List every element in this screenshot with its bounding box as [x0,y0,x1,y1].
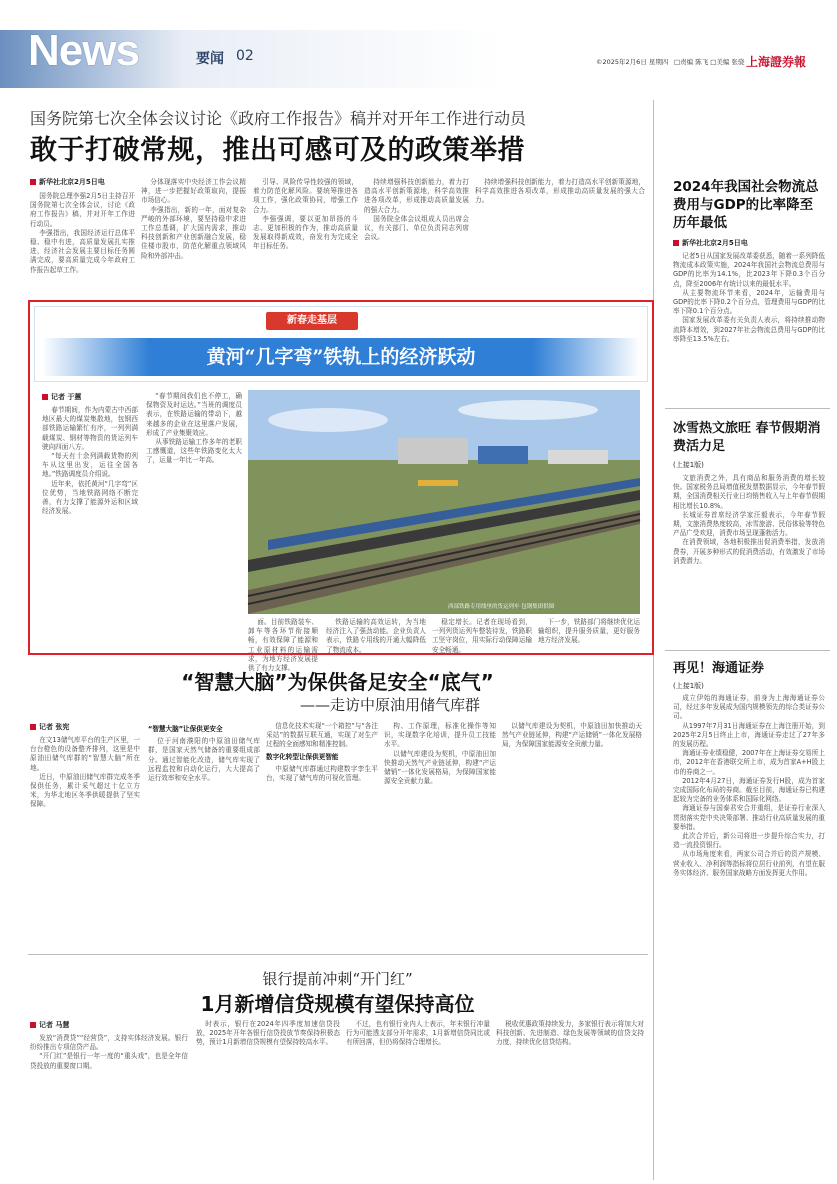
sidebar-paragraph: 2012年4月27日，海通证券发行H股，成为首家完成国际化布局的券商。截至目前，海通证券已构建起较为完备的业务体系和国际化网络。 [673,776,825,804]
grain-paragraph: 信息化技术实现“一个箱控”与“各注采站”的数据互联互通，实现了对生产过程的全面感知和精准控制。 [266,722,378,749]
grain-subhead: ——走访中原油用储气库群 [299,696,480,714]
feature-headline: 黄河“几字弯”铁轨上的经济跃动 [206,346,476,368]
feature-column-4 [326,618,426,654]
feature-paragraph: 下一步，铁路部门将继续优化运输组织，提升服务质量，更好服务地方经济发展。 [538,618,640,645]
feature-byline [42,392,142,402]
grain-column-3 [266,722,378,946]
feature-photo-caption: 西部铁路专用线里的货运列车 包钢集团供图 [448,604,555,610]
grain-paragraph: 位于河南濮阳的中原油田储气库群，是国家天然气储备的重要组成部分。通过智能化改造，储气库实现了远程监控和自动化运行，大大提高了运行效率和安全水平。 [148,737,260,783]
feature-paragraph: 春节期间，作为内蒙古中西部地区最大的煤炭集散地，包钢西部铁路运输繁忙有序，一列列满载煤炭、钢材等物资的货运列车驶向四面八方。 [42,406,138,451]
sidebar-shipping-body [673,694,825,1178]
sidebar-paragraph: 从市场角度来看，两家公司合并后的资产规模、营业收入、净利润等指标将位居行业前列，有望在服务实体经济、服务国家战略方面发挥更大作用。 [673,850,825,877]
grain-column-5 [502,722,642,946]
sidebar-paragraph: 成立伊始的海通证券，前身为上海海通证券公司，经过多年发展成为国内规模领先的综合类证券公司。 [673,694,825,721]
sidebar-logistics-byline [673,238,823,248]
credit-paragraph: 税收优惠政策持续发力，多家银行表示将加大对科技创新、先进制造、绿色发展等领域的信贷支持力度，持续优化信贷结构。 [496,1020,644,1047]
lead-byline-text: 新华社北京2月5日电 [39,178,105,186]
feature-paragraph: 近年来，依托黄河“几字弯”区位优势，当地铁路网络不断完善，有力支撑了能源外运和区域经济发展。 [42,479,138,516]
editor-credits: □责编 陈飞 □美编 张骁 [674,58,745,66]
feature-column-5 [432,618,532,654]
feature-tag-text: 新春走基层 [287,315,337,326]
feature-byline-text: 记者 于蕙 [51,393,82,401]
credit-paragraph: 发放“消费贷”“经营贷”，支持实体经济发展。银行纷纷推出专项信贷产品。 [30,1034,188,1052]
credit-headline: 1月新增信贷规模有望保持高位 [200,992,475,1016]
sidebar-shipping-headline: 再见！海通证券 [673,661,765,676]
byline-marker-icon [673,240,679,246]
byline-marker-icon [42,394,48,400]
section-name: 要闻 [196,51,224,67]
grain-column-1 [30,736,140,946]
feature-photo [248,390,640,614]
grain-paragraph: 以储气库建设为契机，中原油田加快推动天然气产业链延伸，构建“产运储销”一体化发展格局，为保障国家能源安全贡献力量。 [384,749,496,786]
paper-name: 上海證券報 [746,55,807,69]
feature-paragraph: 稳定增长。记者在现场看到，一列列货运列车整装待发，铁路职工坚守岗位，用实际行动保障运输安全畅通。 [432,618,532,654]
sidebar-paragraph: 海通证券业绩稳健，2007年在上海证券交易所上市，2012年在香港联交所上市，成为首家A+H股上市的券商之一。 [673,749,825,776]
masthead [0,0,837,90]
page-number: 02 [236,48,254,64]
sidebar-paragraph: 国家发展改革委有关负责人表示，将持续推动物流降本增效，到2027年社会物流总费用与GDP的比率降至13.5%左右。 [673,316,825,343]
lead-paragraph: 持续增强科技创新能力，着力打造高水平创新策源地，科学高效推进各项改革，形成推动高质量发展的强大合力。 [364,178,469,214]
sidebar-paragraph: 海通证券与国泰君安合并重组，是证券行业深入贯彻落实党中央决策部署、推动行业高质量发展的重要举措。 [673,804,825,831]
feature-column-6 [538,618,640,650]
sidebar-logistics-byline-text: 新华社北京2月5日电 [682,239,748,247]
feature-column-3 [248,618,318,673]
feature-tag [266,312,358,330]
sidebar-consumption-body [673,474,825,642]
sidebar-paragraph: 从主要物流环节来看，2024年，运输费用与GDP的比率下降0.2个百分点，管理费用与GDP的比率下降0.1个百分点。 [673,288,825,316]
sidebar-divider [665,650,830,651]
lead-paragraph: 引导、风险传导性较强的领域，着力防范化解风险。要统筹推进各项工作，强化政策协同，增强工作合力。 [253,178,358,214]
credit-column-2 [196,1020,340,1180]
feature-paragraph: “春节期间我们也不停工，确保物资及时运达。”当班的调度员表示，在铁路运输的带动下，越来越多的企业在这里落户发展，形成了产业集聚效应。 [146,392,242,437]
credit-kicker: 银行提前冲刺“开门红” [262,970,413,988]
feature-paragraph: 铁路运输的高效运转，为当地经济注入了强劲动能。企业负责人表示，铁路专用线的开通大幅降低了物流成本。 [326,618,426,654]
grain-paragraph: 近日，中原油田储气库群完成冬季保供任务，累计采气超过十亿立方米，为华北地区冬季供暖提供了坚实保障。 [30,772,140,809]
lead-paragraph: 持续增强科技创新能力，着力打造高水平创新策源地，科学高效推进各项改革，形成推动高质量发展的强大合力。 [475,178,645,205]
feature-column-2 [146,392,242,648]
sidebar-shipping-byline: (上接1版) [673,682,704,690]
credit-paragraph: “开门红”是银行一年一度的“重头戏”，也是全年信贷投放的重要窗口期。 [30,1052,188,1070]
lead-paragraph: 李强指出，我国经济运行总体平稳、稳中有进，高质量发展扎实推进，经济社会发展主要目标任务圆满完成，要高质量完成今年政府工作报告起草工作。 [30,228,135,274]
credit-byline-text: 记者 马慧 [39,1021,70,1029]
credit-paragraph: 不过，也有银行业内人士表示，年末银行冲量行为可能透支部分开年需求，1月新增信贷同比或有所回落，但仍将保持合理增长。 [346,1020,490,1047]
grain-paragraph: 以储气库建设为契机，中原油田加快推动天然气产业链延伸，构建“产运储销”一体化发展格局，为保障国家能源安全贡献力量。 [502,722,642,749]
feature-column-1 [42,406,138,648]
grain-byline-text: 记者 张宪 [39,723,70,731]
brand-logo: News [28,26,139,75]
lead-paragraph: 李强指出，新的一年，面对复杂严峻的外部环境，要坚持稳中求进工作总基调，扩大国内需求，推动科技创新和产业创新融合发展，稳住楼市股市，防范化解重点领域风险和外部冲击。 [141,205,246,260]
feature-paragraph: 从事铁路运输工作多年的老职工感慨道，这些年铁路变化太大了，运量一年比一年高。 [146,438,242,465]
feature-paragraph: 面。目前铁路装车、卸车等各环节衔接顺畅，有效保障了能源和工业原材料的运输需求，为地方经济发展提供了有力支撑。 [248,618,318,673]
sidebar-paragraph: 长城证券首席经济学家汪毅表示，今年春节假期，文旅消费热度较高，冰雪旅游、民俗体验等特色产品广受欢迎，消费市场呈现蓬勃活力。 [673,510,825,538]
byline-marker-icon [30,179,36,185]
credit-column-1 [30,1034,188,1180]
lead-paragraph: 李强强调，要以更加昂扬的斗志、更加积极的作为，推动高质量发展取得新成效，奋发有为完成全年目标任务。 [253,214,358,251]
railway-yard-illustration [248,390,640,614]
byline-marker-icon [30,1022,36,1028]
credit-byline [30,1020,130,1030]
lead-paragraph: 国务院总理李强2月5日主持召开国务院第七次全体会议，讨论《政府工作报告》稿，并对开年工作进行动员。 [30,192,135,228]
grain-paragraph: 构、工作原理，标准化操作等知识，实现数字化培训，提升员工技能水平。 [384,722,496,749]
grain-headline: “智慧大脑”为保供备足安全“底气” [181,670,494,694]
lead-kicker: 国务院第七次全体会议讨论《政府工作报告》稿并对开年工作进行动员 [30,109,527,128]
date-info: ©2025年2月6日 星期四 [596,58,669,66]
sidebar-consumption-byline: (上接1版) [673,461,704,469]
grain-subheading: 数字化转型让保供更智能 [266,752,339,761]
byline-marker-icon [30,724,36,730]
grain-byline [30,722,130,732]
credit-column-4 [496,1020,644,1180]
grain-subheading: “智慧大脑”让保供更安全 [148,725,223,733]
sidebar-logistics-body [673,252,825,402]
sidebar-paragraph: 在消费领域，各地积极推出促消费举措，发放消费券，开展多种形式的促消费活动，有效激发了市场消费潜力。 [673,538,825,565]
lead-paragraph: 分体现落实中央经济工作会议精神，进一步把握好政策取向，提振市场信心。 [141,178,246,205]
section-divider [28,954,648,955]
sidebar-divider [665,408,830,409]
credit-column-3 [346,1020,490,1180]
sidebar-paragraph: 文旅消费之外，具有商品和服务消费的增长较快。国家税务总局增值税发票数据显示，今年春节假期，全国消费相关行业日均销售收入与上年春节假期相比增长10.8%。 [673,474,825,510]
lead-headline: 敢于打破常规，推出可感可及的政策举措 [30,135,525,166]
grain-paragraph: 在文13储气库平台的生产区里，一台台橙色的设备整齐排列，这里是中原油田储气库群的“智慧大脑”所在地。 [30,736,140,772]
lead-paragraph: 国务院全体会议组成人员出席会议，有关部门、单位负责同志列席会议。 [364,214,469,242]
sidebar-logistics-headline: 2024年我国社会物流总费用与GDP的比率降至历年最低 [673,179,819,231]
grain-column-2 [148,722,260,946]
feature-paragraph: “每天有十余列满载货物的列车从这里出发，运往全国各地。”铁路调度员介绍说。 [42,452,138,479]
grain-column-4 [384,722,496,946]
credit-paragraph: 时表示，银行在2024年四季度加速信贷投放，2025年开年各银行信贷投放节奏保持积极态势，预计1月新增信贷规模有望保持较高水平。 [196,1020,340,1047]
sidebar-paragraph: 从1997年7月31日海通证券在上海注册开始，到2025年2月5日终止上市，海通证券走过了27年多的发展历程。 [673,721,825,749]
sidebar-paragraph: 此次合并后，新公司将进一步提升综合实力，打造一流投资银行。 [673,832,825,850]
sidebar-paragraph: 记者5日从国家发展改革委获悉，随着一系列降低物流成本政策实施，2024年我国社会物流总费用与GDP的比率为14.1%，比2023年下降0.3个百分点，降至2006年有统计以来的最低水平。 [673,252,825,288]
sidebar-consumption-headline: 冰雪热文旅旺 春节假期消费活力足 [673,421,821,454]
grain-paragraph: 中原储气库群通过构建数字孪生平台，实现了储气库的可视化管理。 [266,764,378,783]
